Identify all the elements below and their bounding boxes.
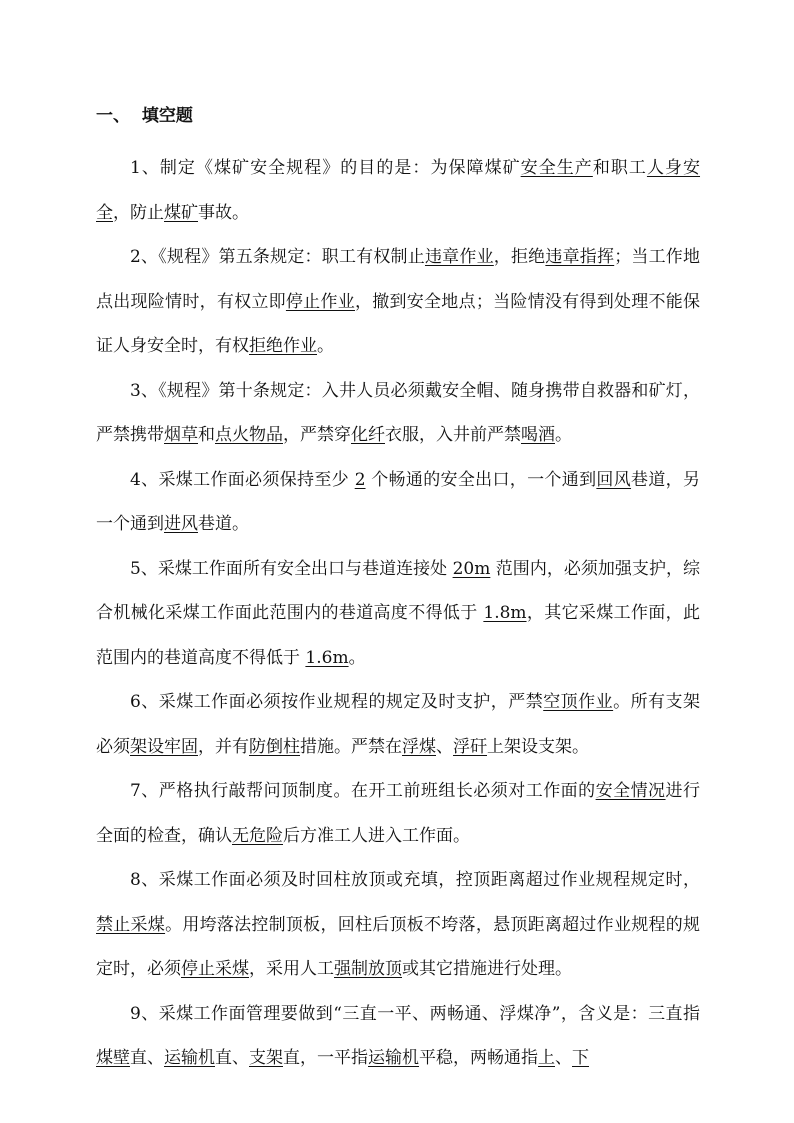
question-text: 个畅通的安全出口，一个通到 <box>365 469 597 490</box>
question-item <box>96 369 700 458</box>
question-text: ，并有 <box>198 736 249 757</box>
question-text: 直，一平指 <box>283 1048 368 1068</box>
question-text: 。 <box>348 647 366 668</box>
answer-blank: 运输机 <box>164 1048 215 1068</box>
section-title: 一、 填空题 <box>96 106 193 126</box>
question-text: 。 <box>555 425 572 445</box>
question-text: 9、采煤工作面管理要做到“三直一平、两畅通、浮煤净”，含义是：三直指 <box>130 1003 700 1024</box>
answer-blank: 下 <box>572 1048 589 1068</box>
question-text: ；当工作地点出现险情时，有权立即 <box>96 247 701 312</box>
answer-blank: 点火物品 <box>215 425 283 445</box>
question-text: 、 <box>555 1048 572 1068</box>
question-text: 或其它措施进行处理。 <box>402 959 572 979</box>
question-text: 和 <box>198 425 215 445</box>
question-text: 7、严格执行敲帮问顶制度。在开工前班组长必须对工作面的 <box>130 781 596 801</box>
answer-blank: 1.8m <box>483 603 527 623</box>
answer-blank: 人身安全 <box>96 158 701 223</box>
answer-blank: 停止采煤 <box>181 959 249 979</box>
question-text: 平稳，两畅通指 <box>419 1048 538 1068</box>
question-text: 直、 <box>130 1048 164 1068</box>
answer-blank: 违章指挥 <box>545 247 615 267</box>
question-text: 事故。 <box>198 202 249 223</box>
answer-blank: 违章作业 <box>424 247 494 267</box>
question-text: 8、采煤工作面必须及时回柱放顶或充填，控顶距离超过作业规程规定时， <box>130 870 700 890</box>
question-text: 。用垮落法控制顶板，回柱后顶板不垮落，悬顶距离超过作业规程的规定时，必须 <box>96 914 701 979</box>
question-text: 。 <box>317 336 334 356</box>
answer-blank: 浮矸 <box>453 736 487 757</box>
question-text: ，防止 <box>113 202 164 223</box>
answer-blank: 煤壁 <box>96 1048 130 1068</box>
question-text: 巷道。 <box>198 514 249 534</box>
question-text: 直、 <box>215 1048 249 1068</box>
question-text: ，严禁穿 <box>283 425 351 445</box>
question-text: 巷道，另一个通到 <box>96 469 700 534</box>
question-text: 6、采煤工作面必须按作业规程的规定及时支护，严禁 <box>130 692 544 712</box>
question-text: 进行全面的检查，确认 <box>96 781 701 846</box>
question-text: 措施。严禁在 <box>300 736 402 757</box>
question-item <box>96 458 700 547</box>
question-text: 、 <box>436 736 453 757</box>
answer-blank: 安全情况 <box>595 781 666 801</box>
question-text: 5、采煤工作面所有安全出口与巷道连接处 <box>130 558 453 579</box>
question-text: ，采用人工 <box>249 959 334 979</box>
question-item <box>96 769 700 858</box>
answer-blank: 1.6m <box>305 647 349 668</box>
answer-blank: 禁止采煤 <box>96 914 166 935</box>
answer-blank: 运输机 <box>368 1048 419 1068</box>
answer-blank: 上 <box>538 1048 555 1068</box>
question-item <box>96 858 700 992</box>
answer-blank: 烟草 <box>164 425 198 445</box>
question-item <box>96 146 700 235</box>
question-text: 2、《规程》第五条规定：职工有权制止 <box>130 247 425 267</box>
answer-blank: 进风 <box>164 514 198 534</box>
question-text: 和职工 <box>592 158 647 178</box>
question-text: 后方准工人进入工作面。 <box>283 825 470 846</box>
answer-blank: 煤矿 <box>164 202 198 223</box>
question-item <box>96 680 700 769</box>
answer-blank: 空顶作业 <box>543 692 614 712</box>
question-text: 1、制定《煤矿安全规程》的目的是：为保障煤矿 <box>130 158 521 178</box>
question-item <box>96 235 700 369</box>
answer-blank: 回风 <box>596 469 632 490</box>
answer-blank: 无危险 <box>232 825 283 846</box>
answer-blank: 20m <box>452 558 491 579</box>
answer-blank: 架设牢固 <box>130 736 198 757</box>
answer-blank: 喝酒 <box>521 425 555 445</box>
answer-blank: 停止作业 <box>285 291 355 312</box>
question-text: 4、采煤工作面必须保持至少 <box>130 469 355 490</box>
answer-blank: 化纤 <box>351 425 385 445</box>
question-text: ，拒绝 <box>493 247 546 267</box>
question-text: ，撤到安全地点；当险情没有得到处理不能保证人身安全时，有权 <box>96 291 701 356</box>
answer-blank: 支架 <box>249 1048 283 1068</box>
answer-blank: 浮煤 <box>402 736 436 757</box>
question-item <box>96 547 700 681</box>
question-list <box>96 146 700 1081</box>
answer-blank: 安全生产 <box>520 158 593 178</box>
answer-blank: 拒绝作业 <box>249 336 317 356</box>
question-text: 。所有支架必须 <box>96 692 701 757</box>
question-text: 范围内，必须加强支护，综合机械化采煤工作面此范围内的巷道高度不得低于 <box>96 558 700 623</box>
question-text: ，其它采煤工作面，此范围内的巷道高度不得低于 <box>96 603 700 668</box>
question-text: 3、《规程》第十条规定：入井人员必须戴安全帽、随身携带自救器和矿灯，严禁携带 <box>96 380 700 445</box>
question-text: 上架设支架。 <box>487 736 589 757</box>
answer-blank: 防倒柱 <box>249 736 300 757</box>
question-item <box>96 992 700 1081</box>
question-text: 衣服，入井前严禁 <box>385 425 521 445</box>
answer-blank: 强制放顶 <box>334 959 402 979</box>
answer-blank: 2 <box>354 469 366 490</box>
